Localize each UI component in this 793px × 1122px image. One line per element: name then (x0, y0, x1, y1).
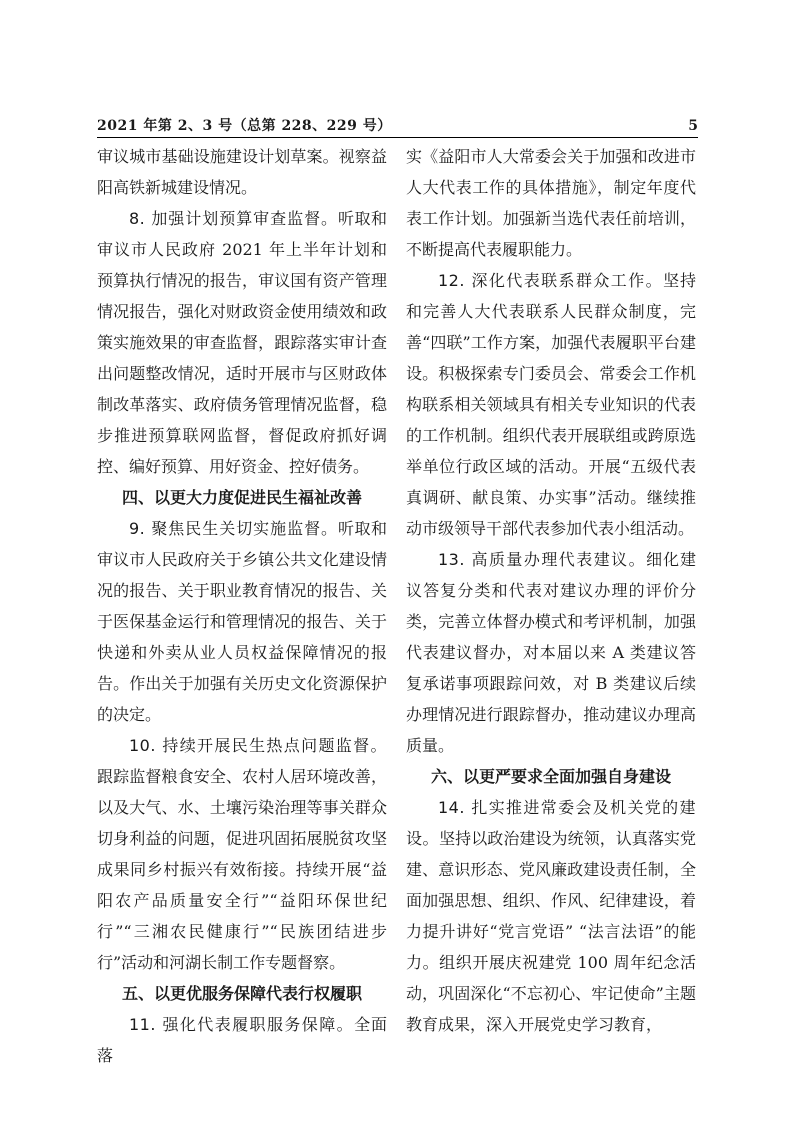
item-14-paragraph (406, 792, 696, 1040)
item-13-text: 细化建议答复分类和代表对建议办理的评价分类，完善立体督办模式和考评机制，加强代表建议督办，对本届以来 A 类建议答复承诺事项跟踪问效，对 B 类建议后续办理情况进行跟踪督办，推动建议办理高质量。 (406, 550, 696, 755)
section-heading-6: 六、以更严要求全面加强自身建设 (430, 767, 671, 786)
item-9-lead: 9. 聚焦民生关切实施监督。 (129, 519, 339, 538)
item-13-paragraph (406, 544, 696, 761)
right-column (406, 141, 696, 1040)
item-12-lead: 12. 深化代表联系群众工作。 (438, 271, 664, 290)
section-heading-5: 五、以更优服务保障代表行权履职 (121, 984, 362, 1003)
item-8-paragraph (97, 203, 387, 482)
page-header (97, 116, 698, 138)
item-10-paragraph (97, 730, 387, 978)
item-8-text: 听取和审议市人民政府 2021 年上半年计划和预算执行情况的报告，审议国有资产管理情况报告，强化对财政资金使用绩效和政策实施效果的审查监督，跟踪落实审计查出问题整改情况，适时开展市与区财政体制改革落实、政府债务管理情况监督，稳步推进预算联网监督，督促政府抓好调控、编好预算、用好资金、控好债务。 (97, 209, 387, 476)
item-11-paragraph (97, 1009, 387, 1071)
item-8-lead: 8. 加强计划预算审查监督。 (129, 209, 339, 228)
item-12-text: 坚持和完善人大代表联系人民群众制度，完善“四联”工作方案，加强代表履职平台建设。积极探索专门委员会、常委会工作机构联系相关领域具有相关专业知识的代表的工作机制。组织代表开展联组或跨原选举单位行政区域的活动。开展“五级代表真调研、献良策、办实事”活动。继续推动市级领导干部代表参加代表小组活动。 (406, 271, 696, 538)
section-heading-4: 四、以更大力度促进民生福祉改善 (121, 488, 362, 507)
item-10-lead: 10. 持续开展民生热点问题监督。 (129, 736, 387, 755)
item-13-lead: 13. 高质量办理代表建议。 (438, 550, 647, 569)
item-14-text: 坚持以政治建设为统领，认真落实党建、意识形态、党风廉政建设责任制，全面加强思想、组织、作风、纪律建设，着力提升讲好“党言党语” “法言法语”的能力。组织开展庆祝建党 100 周年纪念活动，巩固深化“不忘初心、牢记使命”主题教育成果，深入开展党史学习教育， (406, 829, 696, 1034)
item-14-lead: 14. 扎实推进常委会及机关党的建设。 (406, 798, 696, 848)
left-continued-paragraph: 审议城市基础设施建设计划草案。视察益阳高铁新城建设情况。 (97, 147, 387, 197)
item-11-text: 全面落 (97, 1015, 387, 1065)
item-11-lead: 11. 强化代表履职服务保障。 (129, 1015, 355, 1034)
page-number: 5 (688, 118, 698, 134)
item-9-text: 听取和审议市人民政府关于乡镇公共文化建设情况的报告、关于职业教育情况的报告、关于医保基金运行和管理情况的报告、关于快递和外卖从业人员权益保障情况的报告。作出关于加强有关历史文化资源保护的决定。 (97, 519, 387, 724)
right-continued-paragraph: 实《益阳市人大常委会关于加强和改进市人大代表工作的具体措施》，制定年度代表工作计划。加强新当选代表任前培训，不断提高代表履职能力。 (406, 147, 696, 259)
left-column (97, 141, 387, 1071)
item-9-paragraph (97, 513, 387, 730)
header-rule (97, 137, 698, 138)
issue-label: 2021 年第 2、3 号（总第 228、229 号） (97, 118, 392, 134)
item-10-text: 跟踪监督粮食安全、农村人居环境改善，以及大气、水、土壤污染治理等事关群众切身利益的问题，促进巩固拓展脱贫攻坚成果同乡村振兴有效衔接。持续开展“益阳农产品质量安全行”“益阳环保世纪行”“三湘农民健康行”“民族团结进步行”活动和河湖长制工作专题督察。 (97, 767, 387, 972)
item-12-paragraph (406, 265, 696, 544)
